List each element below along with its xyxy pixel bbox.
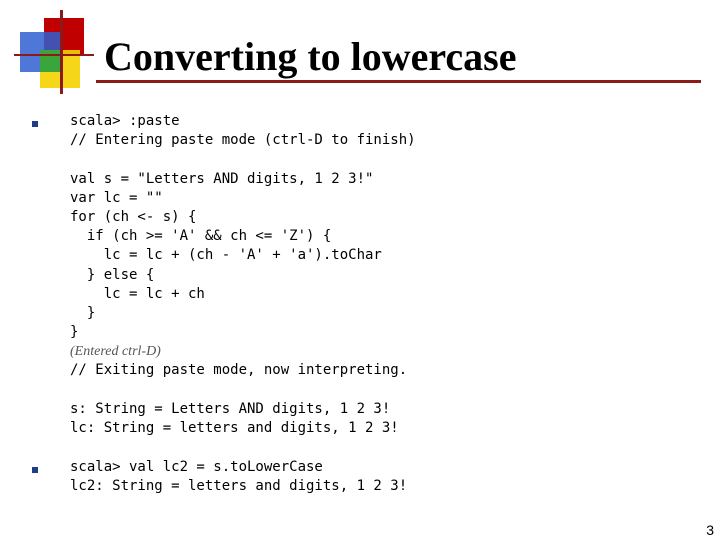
logo-graphic xyxy=(14,10,94,96)
code-line: for (ch <- s) { xyxy=(70,208,197,225)
code-line: scala> :paste xyxy=(70,113,180,129)
page-number: 3 xyxy=(706,522,714,538)
code-line: val s = "Letters AND digits, 1 2 3!" xyxy=(70,170,374,187)
code-line: } xyxy=(70,304,96,321)
code-note-entered-ctrl-d: (Entered ctrl-D) xyxy=(70,344,161,360)
title-underline xyxy=(96,80,701,83)
code-block-tolowercase xyxy=(70,458,407,496)
code-line: } xyxy=(70,324,79,341)
code-line: } else { xyxy=(70,266,155,283)
logo-vertical-line xyxy=(60,10,63,94)
code-line: lc = lc + ch xyxy=(70,285,205,302)
code-line: // Entering paste mode (ctrl-D to finish) xyxy=(70,132,416,149)
code-line: lc: String = letters and digits, 1 2 3! xyxy=(70,420,399,436)
slide-title: Converting to lowercase xyxy=(104,34,517,79)
bullet-square-icon xyxy=(32,467,38,473)
code-line xyxy=(70,381,416,400)
bullet-square-icon xyxy=(32,121,38,127)
code-line xyxy=(70,150,416,169)
code-line: if (ch >= 'A' && ch <= 'Z') { xyxy=(70,228,332,245)
code-line: s: String = Letters AND digits, 1 2 3! xyxy=(70,400,391,417)
code-line: scala> val lc2 = s.toLowerCase xyxy=(70,459,323,475)
code-line: // Exiting paste mode, now interpreting. xyxy=(70,362,408,379)
code-line: var lc = "" xyxy=(70,189,163,206)
code-line: lc = lc + (ch - 'A' + 'a').toChar xyxy=(70,247,382,264)
code-block-paste-session xyxy=(70,112,416,438)
code-line: lc2: String = letters and digits, 1 2 3! xyxy=(70,478,408,495)
logo-horizontal-line xyxy=(14,54,94,56)
